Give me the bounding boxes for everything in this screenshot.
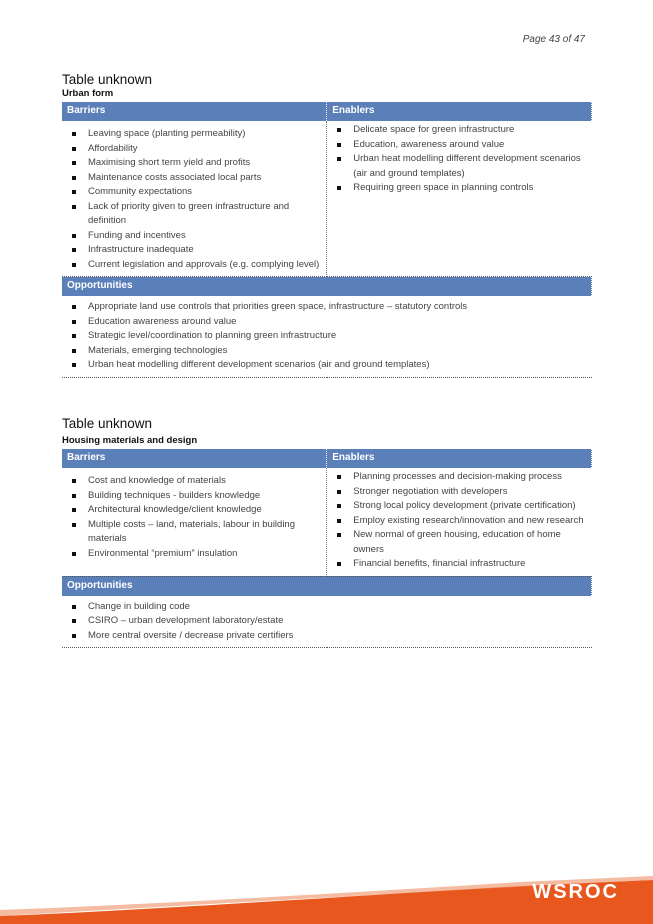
list-item: Requiring green space in planning controls [353,181,585,196]
list-item: More central oversite / decrease private certifiers [88,629,586,644]
list-item: Architectural knowledge/client knowledge [88,503,320,518]
list-item: Education, awareness around value [353,138,585,153]
list-item: Education awareness around value [88,315,586,330]
list-item: Cost and knowledge of materials [88,474,320,489]
barriers-list [68,474,320,561]
enablers-list [333,470,585,572]
barriers-cell [62,121,327,277]
table-subtitle: Housing materials and design [62,435,198,446]
list-item: Lack of priority given to green infrastructure and definition [88,200,320,229]
housing-materials-section [62,416,592,648]
list-item: Affordability [88,142,320,157]
enablers-header: Enablers [327,102,592,121]
list-item: Leaving space (planting permeability) [88,127,320,142]
list-item: Planning processes and decision-making process [353,470,585,485]
barriers-cell [62,468,327,576]
list-item: Change in building code [88,600,586,615]
list-item: Community expectations [88,185,320,200]
list-item: Funding and incentives [88,229,320,244]
opportunities-cell [62,596,592,648]
housing-materials-table [62,449,592,648]
list-item: CSIRO – urban development laboratory/estate [88,614,586,629]
list-item: Employ existing research/innovation and new research [353,514,585,529]
list-item: Environmental “premium” insulation [88,547,320,562]
table-subtitle: Urban form [62,88,114,99]
enablers-cell [327,121,592,277]
enablers-header: Enablers [327,449,592,468]
wsroc-logo: WSROC [532,881,619,903]
table-title: Table unknown [62,416,153,431]
page-number: Page 43 of 47 [522,34,585,45]
barriers-header: Barriers [62,449,327,468]
opportunities-list [68,600,586,644]
opportunities-list [68,300,586,373]
list-item: Maximising short term yield and profits [88,156,320,171]
enablers-list [333,123,585,196]
urban-form-section [62,72,592,378]
list-item: New normal of green housing, education of home owners [353,528,585,557]
opportunities-header: Opportunities [62,277,592,297]
table-title: Table unknown [62,72,153,87]
list-item: Strategic level/coordination to planning green infrastructure [88,329,586,344]
list-item: Financial benefits, financial infrastructure [353,557,585,572]
barriers-header: Barriers [62,102,327,121]
list-item: Maintenance costs associated local parts [88,171,320,186]
urban-form-table [62,102,592,378]
list-item: Delicate space for green infrastructure [353,123,585,138]
list-item: Urban heat modelling different development scenarios (air and ground templates) [353,152,585,181]
enablers-cell [327,468,592,576]
list-item: Infrastructure inadequate [88,243,320,258]
opportunities-header: Opportunities [62,576,592,596]
list-item: Building techniques - builders knowledge [88,489,320,504]
list-item: Stronger negotiation with developers [353,485,585,500]
list-item: Current legislation and approvals (e.g. complying level) [88,258,320,273]
list-item: Urban heat modelling different development scenarios (air and ground templates) [88,358,586,373]
barriers-list [68,127,320,272]
list-item: Materials, emerging technologies [88,344,586,359]
list-item: Strong local policy development (private certification) [353,499,585,514]
list-item: Appropriate land use controls that priorities green space, infrastructure – statutory controls [88,300,586,315]
list-item: Multiple costs – land, materials, labour in building materials [88,518,320,547]
opportunities-cell [62,296,592,377]
